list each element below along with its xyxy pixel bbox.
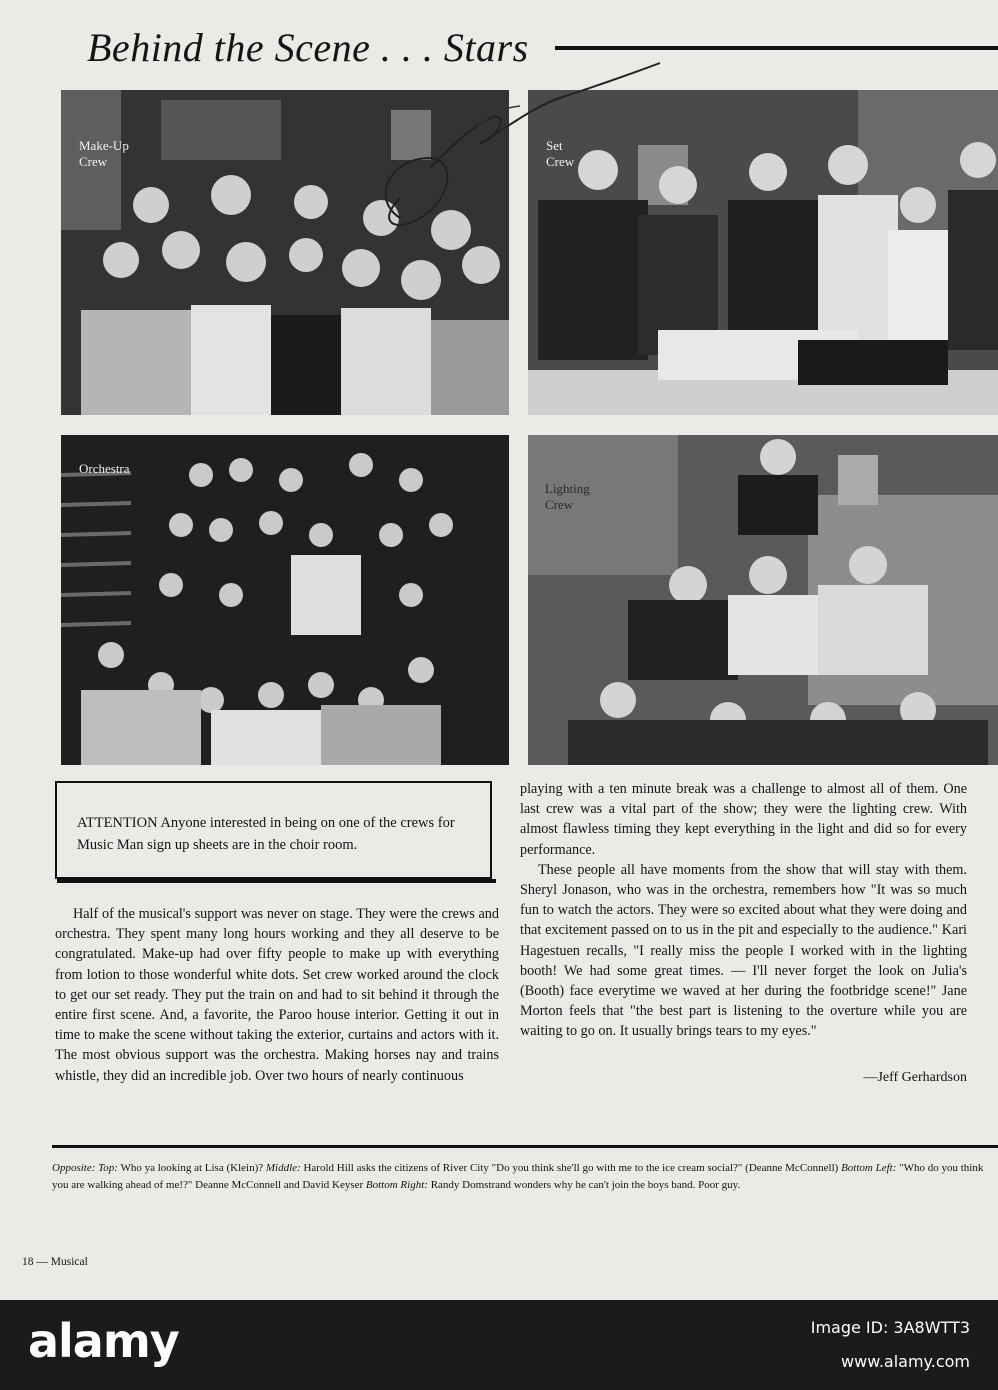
photo-label-makeup-crew: Make-Up Crew (79, 138, 129, 170)
caption-text: "Who do you think you are walking ahead of me!?" Deanne McConnell and David Keyser (52, 1162, 984, 1191)
caption-text: Randy Domstrand wonders why he can't join the boys band. Poor guy. (430, 1179, 741, 1191)
orchestra-group-image (61, 435, 509, 765)
caption-label: Bottom Right: (365, 1179, 428, 1191)
photo-makeup-crew (61, 90, 509, 415)
title-rule (555, 46, 998, 50)
caption-label: Middle: (265, 1162, 301, 1174)
lighting-crew-group-image (528, 435, 998, 765)
article-paragraph: These people all have moments from the show that will stay with them. Sheryl Jonason, who was in the orchestra, remembers how "It was so much fun to watch the actors. They were so excited about what they were doing and that excitement passed on to us in the pit and especially to the audience." Kari Hagestuen recalls, "I really miss the people I worked with in the lighting booth! We had some great times. — I'll never forget the look on Julia's (Booth) face everytime we waved at her during the footbridge scene!" Jane Morton feels that "the best part is listening to the overture while you are waiting to go on. It usually brings tears to my eyes." (520, 861, 967, 1040)
page-folio: 18 — Musical (22, 1256, 88, 1268)
set-crew-group-image (528, 90, 998, 415)
article-column-left (55, 904, 499, 1086)
attention-notice-box (55, 781, 492, 879)
caption-rule (52, 1145, 998, 1148)
caption-text: Harold Hill asks the citizens of River City "Do you think she'll go with me to the ice cream social?" (Deanne McConnell) (303, 1162, 839, 1174)
photo-set-crew (528, 90, 998, 415)
photo-lighting-crew (528, 435, 998, 765)
page-title: Behind the Scene . . . Stars (87, 25, 529, 70)
site-url-text: www.alamy.com (841, 1352, 970, 1371)
photo-label-lighting-crew: Lighting Crew (545, 481, 590, 513)
alamy-logo: alamy (28, 1314, 179, 1368)
photo-label-set-crew: Set Crew (546, 138, 575, 170)
photo-caption (52, 1160, 992, 1194)
caption-label: Opposite: Top: (52, 1162, 118, 1174)
attention-notice-text: ATTENTION Anyone interested in being on one of the crews for Music Man sign up sheets are in the choir room. (77, 815, 455, 853)
photo-label-orchestra: Orchestra (79, 461, 130, 476)
article-paragraph: Half of the musical's support was never on stage. They were the crews and orchestra. They spent many long hours working and they all deserve to be congratulated. Make-up had over fifty people to make up with everything from lotion to those wonderful white dots. Set crew worked around the clock to get our set ready. They put the train on and had to sit behind it through the entire first scene. And, a favorite, the Paroo house interior. Getting it out in time to make the scene without taking the exterior, curtains and actors with it. The most obvious support was the orchestra. Making horses nay and trains whistle, they did an incredible job. Over two hours of nearly continuous (55, 906, 499, 1084)
image-id-text: Image ID: 3A8WTT3 (810, 1318, 970, 1337)
author-byline: —Jeff Gerhardson (863, 1070, 967, 1085)
article-column-right (520, 779, 967, 1042)
caption-text: Who ya looking at Lisa (Klein)? (120, 1162, 264, 1174)
caption-label: Bottom Left: (841, 1162, 897, 1174)
article-paragraph: playing with a ten minute break was a challenge to almost all of them. One last crew was a vital part of the show; they were the lighting crew. With almost flawless timing they kept everything in the light and did so for every performance. (520, 781, 967, 858)
photo-orchestra (61, 435, 509, 765)
